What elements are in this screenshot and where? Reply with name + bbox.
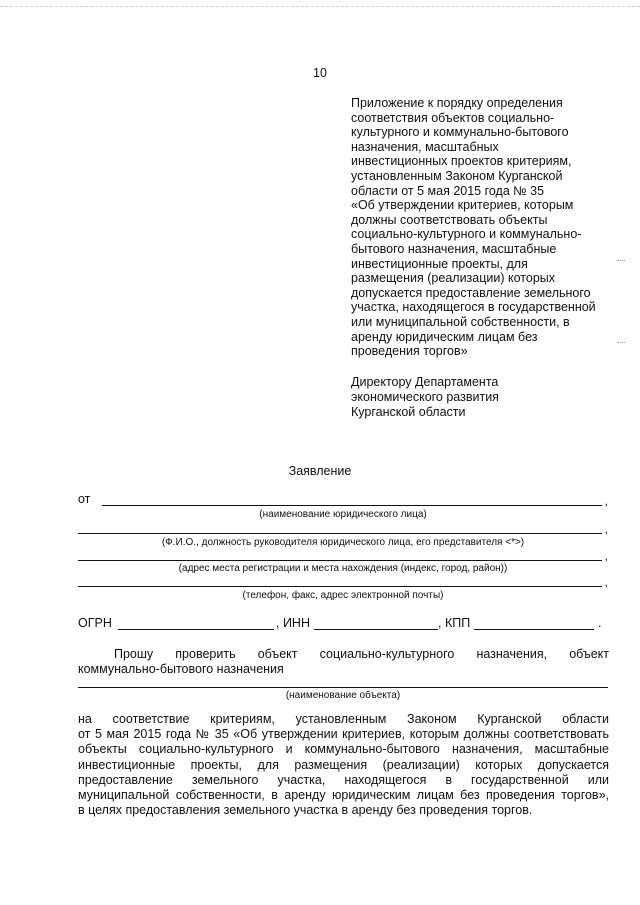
object-name-field[interactable] [78, 687, 608, 688]
kpp-field[interactable] [474, 629, 594, 630]
scan-artifact-line [0, 6, 640, 9]
appendix-line: культурного и коммунально-бытового [351, 125, 569, 140]
comma: , [604, 522, 608, 536]
kpp-label: , КПП [438, 616, 471, 630]
address-row [78, 547, 608, 561]
appendix-line: проведения торгов» [351, 344, 468, 359]
appendix-line: «Об утверждении критериев, которым [351, 198, 574, 213]
appendix-line: размещения (реализации) которых [351, 271, 556, 286]
appendix-line: инвестиционных проектов критериям, [351, 154, 572, 169]
ogrn-label: ОГРН [78, 616, 112, 630]
appendix-line: участка, находящегося в государственной [351, 300, 596, 315]
head-name-field[interactable] [78, 533, 602, 534]
comma: , [604, 575, 608, 589]
appendix-line: должны соответствовать объекты [351, 212, 548, 227]
caption-head: (Ф.И.О., должность руководителя юридического лица, его представителя <*>) [161, 537, 525, 548]
inn-field[interactable] [314, 629, 438, 630]
from-label: от [78, 492, 91, 506]
body-line: от 5 мая 2015 года № 35 «Об утверждении критериев, которым должны соответствовать [78, 727, 609, 742]
body-line: объекты социально-культурного и коммунально-бытового назначения, масштабные [78, 742, 609, 757]
head-name-row [78, 520, 608, 534]
appendix-line: допускается предоставление земельного [351, 285, 591, 300]
caption-entity: (наименование юридического лица) [259, 509, 427, 520]
appendix-note [351, 96, 616, 359]
request-line: коммунально-бытового назначения [78, 662, 284, 676]
body-line: на соответствие критериям, установленным Законом Курганской области [78, 712, 609, 726]
body-line: в целях предоставления земельного участка в аренду без проведения торгов. [78, 803, 533, 818]
comma: , [604, 494, 608, 508]
request-line: Прошу проверить объект социально-культурного назначения, объект [114, 647, 609, 661]
body-line: муниципальной собственности, в аренду юридическим лицам без проведения торгов», [78, 788, 609, 803]
addressee-block [351, 375, 616, 420]
caption-object: (наименование объекта) [285, 690, 401, 701]
comma: , [604, 549, 608, 563]
document-title: Заявление [288, 464, 352, 478]
caption-address: (адрес места регистрации и места нахождения (индекс, город, район)) [178, 563, 508, 574]
ogrn-field[interactable] [118, 629, 274, 630]
caption-contacts: (телефон, факс, адрес электронной почты) [242, 590, 444, 601]
inn-label: , ИНН [276, 616, 310, 630]
body-paragraph [78, 712, 609, 818]
addressee-line: экономического развития [351, 390, 499, 404]
applicant-name-row [78, 492, 608, 506]
address-field[interactable] [78, 560, 602, 561]
end-dot: . [598, 616, 602, 630]
body-line: инвестиционные проекты, для размещения (реализации) которых допускается [78, 757, 609, 772]
contacts-field[interactable] [78, 586, 602, 587]
appendix-line: социально-культурного и коммунально- [351, 227, 582, 242]
appendix-line: соответствия объектов социально- [351, 110, 555, 125]
appendix-line: бытового назначения, масштабные [351, 241, 557, 256]
appendix-line: установленным Законом Курганской [351, 168, 563, 183]
body-line: предоставление земельного участка, находящегося в государственной или [78, 772, 609, 787]
appendix-line: области от 5 мая 2015 года № 35 [351, 183, 545, 198]
object-name-row [78, 674, 608, 688]
appendix-line: аренду юридическим лицам без [351, 329, 538, 344]
page-number: 10 [313, 66, 327, 80]
appendix-line: инвестиционные проекты, для [351, 256, 528, 271]
appendix-line: назначения, масштабных [351, 139, 499, 154]
margin-mark [617, 342, 625, 343]
margin-mark [617, 260, 625, 261]
registration-ids-row [78, 616, 608, 632]
appendix-line: Приложение к порядку определения [351, 96, 563, 110]
appendix-line: или муниципальной собственности, в [351, 314, 570, 329]
contacts-row [78, 573, 608, 587]
addressee-line: Курганской области [351, 405, 466, 419]
applicant-name-field[interactable] [102, 505, 602, 506]
request-paragraph [78, 647, 609, 677]
addressee-line: Директору Департамента [351, 375, 499, 389]
